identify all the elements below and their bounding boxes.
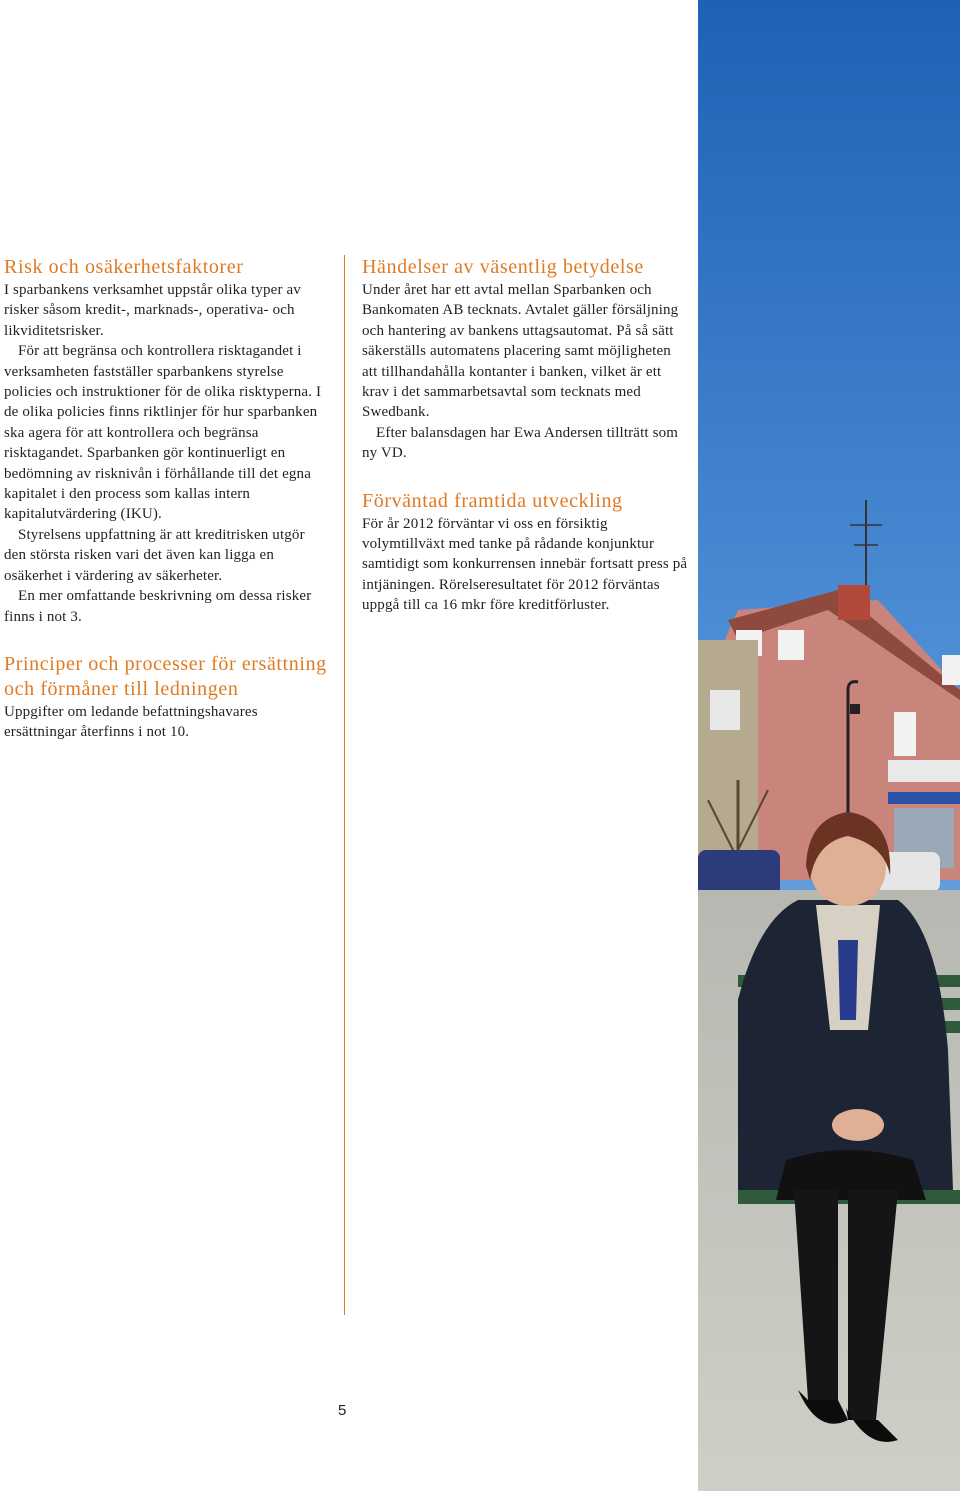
heading-risk: Risk och osäkerhetsfaktorer (4, 256, 244, 278)
heading-events: Händelser av väsentlig betydelse (362, 256, 644, 278)
paragraph: I sparbankens verksamhet uppstår olika typer av risker såsom kredit-, marknads-, operativa- och likviditetsrisker. (4, 282, 301, 339)
page-number: 5 (338, 1402, 347, 1419)
paragraph: Uppgifter om ledande befattningshavares ersättningar återfinns i not 10. (4, 703, 258, 741)
section-events (362, 255, 688, 464)
paragraph: Under året har ett avtal mellan Sparbanken och Bankomaten AB tecknats. Avtalet gäller försäljning och hantering av bankens uttagsautomat. På så sätt säkerställs automatens placering samt möjligheten att tillhandahålla kontanter i banken, vilket är ett krav i det sammarbetsavtal som tecknats med Swedbank. (362, 282, 679, 421)
heading-outlook: Förväntad framtida utveckling (362, 489, 623, 512)
section-risk (4, 255, 330, 627)
paragraph: Efter balansdagen har Ewa Andersen tillträtt som ny VD. (362, 424, 679, 462)
section-principles (4, 652, 330, 743)
section-outlook (362, 489, 688, 616)
paragraph: För år 2012 förväntar vi oss en försiktig volymtillväxt med tanke på rådande konjunktur samtidigt som konkurrensen innebär fortsatt press på intjäningen. Rörelseresultatet för 2012 förväntas uppgå till ca 16 mkr före kreditförluster. (362, 515, 688, 614)
paragraph: För att begränsa och kontrollera risktagandet i verksamheten fastställer sparbankens styrelse policies och instruktioner för de olika risktyperna. I de olika policies finns riktlinjer för hur sparbanken ska agera för att kontrollera och begränsa risktagandet. Sparbanken gör kontinuerligt en bedömning av risknivån i förhållande till det egna kapitalet i den process som kallas intern kapitalutvärdering (IKU). (4, 343, 322, 523)
paragraph: En mer omfattande beskrivning om dessa risker finns i not 3. (4, 588, 312, 625)
column-divider (344, 255, 345, 1315)
left-column (4, 255, 330, 743)
heading-principles: Principer och processer för ersättning och förmåner till ledningen (4, 652, 327, 700)
paragraph: Styrelsens uppfattning är att kreditrisken utgör den största risken vari det även kan ligga en osäkerhet i värdering av säkerheter. (4, 526, 305, 584)
right-column (362, 255, 688, 616)
portrait-photo (698, 0, 960, 1491)
